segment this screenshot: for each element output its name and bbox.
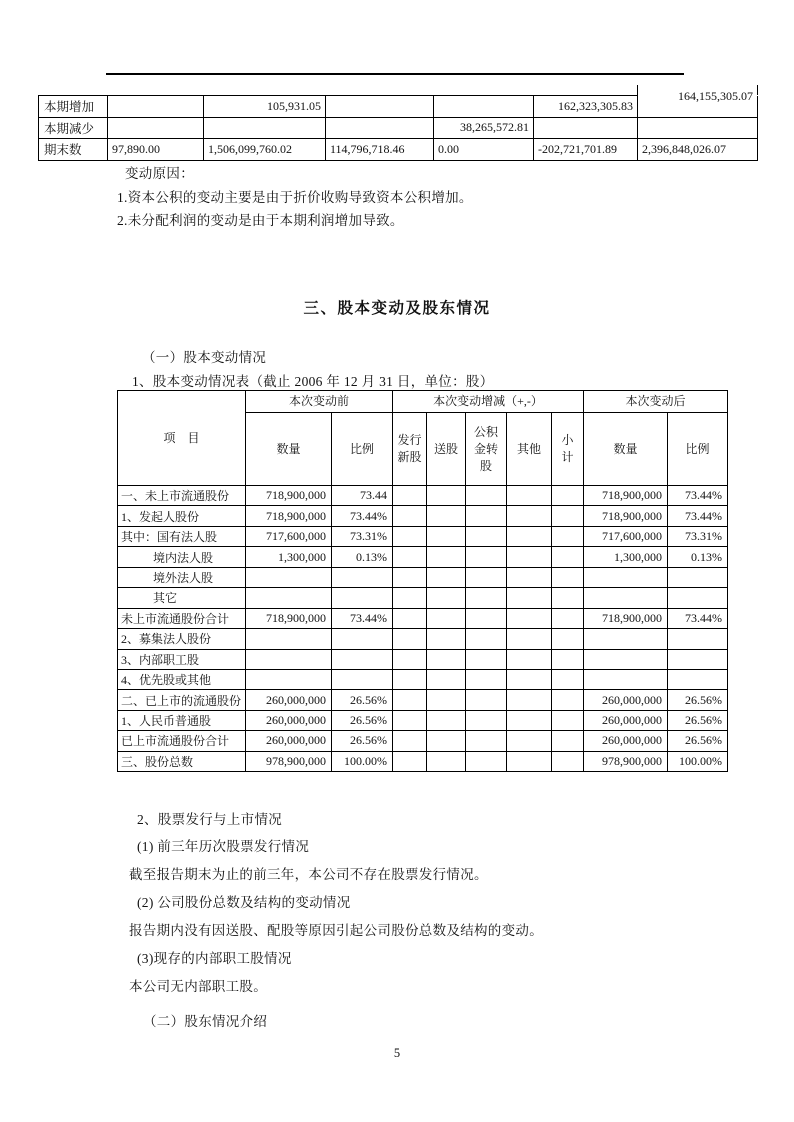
table-row [118, 526, 728, 546]
table-cell: 105,931.05 [204, 96, 326, 118]
table-cell: 114,796,718.46 [326, 139, 434, 161]
subsection-title: （一）股本变动情况 [142, 350, 267, 365]
table-cell [326, 96, 434, 118]
table-cell: 1,506,099,760.02 [204, 139, 326, 161]
table-cell: 97,890.00 [108, 139, 204, 161]
header-cell: 比例 [668, 413, 728, 486]
change-reason-item: 1.资本公积的变动主要是由于折价收购导致资本公积增加。 [117, 190, 473, 205]
header-rule [106, 73, 684, 75]
row-label: 已上市流通股份合计 [118, 731, 246, 751]
table-cell [466, 506, 507, 526]
table-cell [246, 649, 332, 669]
table-cell [393, 547, 427, 567]
table-cell: 26.56% [668, 690, 728, 710]
section-heading: 三、股本变动及股东情况 [303, 300, 491, 317]
table-cell: 2,396,848,026.07 [638, 139, 758, 161]
row-label: 本期减少 [39, 117, 108, 139]
table-cell [393, 506, 427, 526]
table-cell [466, 669, 507, 689]
table-cell [668, 588, 728, 608]
table-cell [393, 751, 427, 771]
table-cell [638, 117, 758, 139]
table-row [118, 649, 728, 669]
table-cell: 260,000,000 [246, 710, 332, 730]
share-change-table [117, 390, 728, 772]
table-cell [552, 649, 584, 669]
table-cell [332, 649, 393, 669]
table-cell [466, 751, 507, 771]
table-cell [427, 567, 466, 587]
table-row [118, 608, 728, 628]
carryover-table [38, 88, 758, 161]
table-cell [668, 669, 728, 689]
body-line: (1) 前三年历次股票发行情况 [137, 839, 310, 854]
body-line: 本公司无内部职工股。 [129, 979, 267, 994]
table-cell: 260,000,000 [584, 690, 668, 710]
table-cell [552, 506, 584, 526]
table-cell [393, 690, 427, 710]
table-row [39, 96, 758, 118]
table-cell [552, 608, 584, 628]
table-cell [552, 547, 584, 567]
table-cell [507, 731, 552, 751]
table-cell: 1,300,000 [246, 547, 332, 567]
header-cell: 发行新股 [393, 413, 427, 486]
body-line: 2、股票发行与上市情况 [137, 812, 283, 827]
table-cell [393, 526, 427, 546]
table-cell [427, 506, 466, 526]
table-cell [534, 117, 638, 139]
table-row [118, 547, 728, 567]
table-row [118, 710, 728, 730]
row-label: 3、内部职工股 [118, 649, 246, 669]
table-cell [466, 690, 507, 710]
table-cell [466, 567, 507, 587]
header-group-after: 本次变动后 [584, 391, 728, 413]
table-cell: 73.44% [668, 608, 728, 628]
table-cell [466, 486, 507, 506]
table-cell [466, 526, 507, 546]
table-cell: 26.56% [332, 690, 393, 710]
table-row [118, 506, 728, 526]
table-cell: 0.13% [668, 547, 728, 567]
table-cell: 26.56% [668, 710, 728, 730]
table-cell: 26.56% [668, 731, 728, 751]
change-reason-title: 变动原因： [125, 166, 194, 181]
table-cell [466, 588, 507, 608]
table-cell [584, 588, 668, 608]
table-cell: 718,900,000 [246, 608, 332, 628]
table-cell: 717,600,000 [246, 526, 332, 546]
table-cell: 718,900,000 [584, 506, 668, 526]
table-caption: 1、股本变动情况表（截止 2006 年 12 月 31 日，单位：股） [132, 374, 494, 389]
table-cell [393, 649, 427, 669]
table-cell [584, 649, 668, 669]
row-label: 境内法人股 [118, 547, 246, 567]
table-cell: 978,900,000 [584, 751, 668, 771]
table-cell [108, 117, 204, 139]
table-cell [466, 710, 507, 730]
table-cell [638, 88, 758, 118]
table-cell [507, 690, 552, 710]
table-cell [466, 731, 507, 751]
table-cell [584, 629, 668, 649]
table-cell [507, 710, 552, 730]
table-cell [204, 117, 326, 139]
table-cell [466, 608, 507, 628]
table-cell: 73.31% [668, 526, 728, 546]
table-cell: 718,900,000 [246, 506, 332, 526]
border-extension [637, 85, 638, 95]
table-cell [427, 526, 466, 546]
table-cell [507, 608, 552, 628]
table-row [118, 690, 728, 710]
row-label: 境外法人股 [118, 567, 246, 587]
subsection-title: （二）股东情况介绍 [143, 1014, 268, 1029]
table-cell: 73.44 [332, 486, 393, 506]
table-cell: 26.56% [332, 731, 393, 751]
table-cell [507, 486, 552, 506]
table-cell [507, 547, 552, 567]
table-cell [552, 486, 584, 506]
table-cell [507, 588, 552, 608]
table-cell [507, 506, 552, 526]
table-cell: 978,900,000 [246, 751, 332, 771]
table-cell [584, 669, 668, 689]
header-cell: 小计 [552, 413, 584, 486]
table-cell [507, 567, 552, 587]
table-cell: 73.44% [668, 506, 728, 526]
header-cell: 数量 [246, 413, 332, 486]
table-cell: 260,000,000 [246, 690, 332, 710]
row-label: 1、人民币普通股 [118, 710, 246, 730]
table-cell [552, 731, 584, 751]
header-group-before: 本次变动前 [246, 391, 393, 413]
table-cell: 260,000,000 [584, 731, 668, 751]
table-cell [427, 690, 466, 710]
table-row [118, 629, 728, 649]
table-cell [393, 731, 427, 751]
table-cell: 0.00 [434, 139, 534, 161]
table-cell [552, 751, 584, 771]
table-cell: -202,721,701.89 [534, 139, 638, 161]
header-group-change: 本次变动增减（+,-） [393, 391, 584, 413]
table-row [118, 751, 728, 771]
header-cell: 其他 [507, 413, 552, 486]
body-line: (2) 公司股份总数及结构的变动情况 [137, 895, 351, 910]
table-cell [246, 629, 332, 649]
row-label: 1、发起人股份 [118, 506, 246, 526]
table-cell: 100.00% [332, 751, 393, 771]
row-label: 本期增加 [39, 96, 108, 118]
table-cell [393, 669, 427, 689]
table-cell [246, 588, 332, 608]
table-cell [434, 96, 534, 118]
border-extension [757, 85, 758, 95]
table-cell [668, 567, 728, 587]
table-cell [552, 526, 584, 546]
table-cell [332, 567, 393, 587]
table-cell: 0.13% [332, 547, 393, 567]
table-cell [427, 751, 466, 771]
table-row [39, 117, 758, 139]
table-cell: 100.00% [668, 751, 728, 771]
table-cell [393, 486, 427, 506]
table-cell [466, 629, 507, 649]
table-cell [507, 751, 552, 771]
table-cell: 73.44% [332, 506, 393, 526]
table-cell: 260,000,000 [246, 731, 332, 751]
table-cell: 73.44% [332, 608, 393, 628]
row-label: 其中：国有法人股 [118, 526, 246, 546]
table-cell [332, 669, 393, 689]
table-cell [393, 629, 427, 649]
table-cell [668, 649, 728, 669]
table-cell: 718,900,000 [584, 486, 668, 506]
table-header-row [118, 391, 728, 413]
table-cell: 73.31% [332, 526, 393, 546]
table-cell [507, 649, 552, 669]
table-cell [552, 669, 584, 689]
table-cell [393, 567, 427, 587]
header-cell: 送股 [427, 413, 466, 486]
table-cell [427, 547, 466, 567]
header-cell: 数量 [584, 413, 668, 486]
table-cell [246, 567, 332, 587]
table-cell: 26.56% [332, 710, 393, 730]
header-item: 项 目 [118, 391, 246, 486]
table-cell [427, 608, 466, 628]
table-cell [507, 526, 552, 546]
row-label: 三、股份总数 [118, 751, 246, 771]
table-cell [393, 588, 427, 608]
table-cell: 260,000,000 [584, 710, 668, 730]
table-cell [332, 588, 393, 608]
carryover-continued-value: 164,155,305.07 [678, 88, 753, 103]
table-cell: 162,323,305.83 [534, 96, 638, 118]
table-cell: 717,600,000 [584, 526, 668, 546]
table-cell: 718,900,000 [246, 486, 332, 506]
table-cell [393, 710, 427, 730]
row-label: 其它 [118, 588, 246, 608]
body-line: (3)现存的内部职工股情况 [137, 951, 292, 966]
row-label: 一、未上市流通股份 [118, 486, 246, 506]
table-cell: 38,265,572.81 [434, 117, 534, 139]
table-cell: 73.44% [668, 486, 728, 506]
table-cell [326, 117, 434, 139]
table-cell [427, 629, 466, 649]
table-cell [552, 629, 584, 649]
table-cell [552, 588, 584, 608]
table-row [118, 588, 728, 608]
row-label: 期末数 [39, 139, 108, 161]
table-row [118, 731, 728, 751]
table-cell [393, 608, 427, 628]
table-cell [246, 669, 332, 689]
table-cell [668, 629, 728, 649]
table-cell [427, 710, 466, 730]
table-cell [552, 710, 584, 730]
table-row [118, 567, 728, 587]
table-row [39, 139, 758, 161]
page-number: 5 [393, 1046, 401, 1060]
table-cell [427, 731, 466, 751]
header-cell: 比例 [332, 413, 393, 486]
row-label: 2、募集法人股份 [118, 629, 246, 649]
table-cell [427, 669, 466, 689]
table-cell [108, 96, 204, 118]
table-cell [427, 649, 466, 669]
table-cell [427, 486, 466, 506]
table-cell: 718,900,000 [584, 608, 668, 628]
body-line: 报告期内没有因送股、配股等原因引起公司股份总数及结构的变动。 [129, 923, 543, 938]
table-cell [466, 649, 507, 669]
table-cell [552, 567, 584, 587]
table-cell [332, 629, 393, 649]
header-cell: 公积金转股 [466, 413, 507, 486]
row-label: 二、已上市的流通股份 [118, 690, 246, 710]
row-label: 4、优先股或其他 [118, 669, 246, 689]
table-cell: 1,300,000 [584, 547, 668, 567]
body-line: 截至报告期末为止的前三年，本公司不存在股票发行情况。 [129, 867, 488, 882]
table-cell [507, 629, 552, 649]
table-row [118, 486, 728, 506]
table-cell [427, 588, 466, 608]
table-cell [552, 690, 584, 710]
table-cell [584, 567, 668, 587]
table-cell [466, 547, 507, 567]
row-label: 未上市流通股份合计 [118, 608, 246, 628]
table-row [118, 669, 728, 689]
table-cell [507, 669, 552, 689]
change-reason-item: 2.未分配利润的变动是由于本期利润增加导致。 [117, 213, 404, 228]
